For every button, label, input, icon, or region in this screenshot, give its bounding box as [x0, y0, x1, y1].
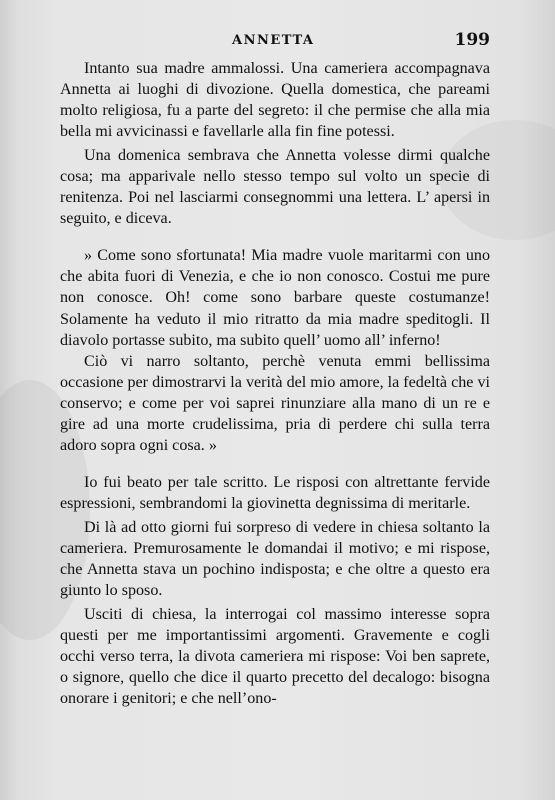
page-number: 199	[454, 30, 490, 50]
page-header	[60, 30, 490, 52]
paragraph: Io fui beato per tale scritto. Le risposi con altrettante fervide espressioni, sembrandomi la giovinetta degnissima di meritarle.	[60, 473, 490, 512]
paragraph: Intanto sua madre ammalossi. Una cameriera accompagnava Annetta ai luoghi di divozione. Quella domestica, che pareami molto religiosa, fu a parte del segreto: il che permise che alla mia bella mi avvicinassi e favellarle alla fin fine potessi.	[60, 60, 490, 141]
running-title: ANNETTA	[232, 33, 315, 48]
quoted-letter-paragraph: Ciò vi narro soltanto, perchè venuta emmi bellissima occasione per dimostrarvi la verità del mio amore, la fedeltà che vi conservo; e come per voi saprei rinunziare alla mano di un re e gire ad una morte crudelissima, pria di perdere chi sulla terra adoro sopra ogni cosa. »	[60, 352, 490, 454]
paragraph: Usciti di chiesa, la interrogai col massimo interesse sopra questi per me importantissimi argomenti. Gravemente e cogli occhi verso terra, la divota cameriera mi rispose: Voi ben saprete, o signore, quello che dice il quarto precetto del decalogo: bisogna onorare i genitori; e che nell’ono-	[60, 606, 490, 708]
page-text	[60, 58, 490, 709]
paragraph: Di là ad otto giorni fui sorpreso di vedere in chiesa soltanto la cameriera. Premurosamente le domandai il motivo; e mi rispose, che Annetta stava un pochino indisposta; e che oltre a questo era giunto lo sposo.	[60, 518, 490, 600]
paragraph: Una domenica sembrava che Annetta volesse dirmi qualche cosa; ma apparivale nello stesso tempo sul volto un specie di renitenza. Poi nel lasciarmi consegnommi una lettera. L’ apersi in seguito, e diceva.	[60, 147, 490, 228]
quoted-letter-paragraph: » Come sono sfortunata! Mia madre vuole maritarmi con uno che abita fuori di Venezia, e che io non conosco. Costui me pure non conosce. Oh! come sono barbare queste costumanze! Solamente ha veduto il mio ritratto da mia madre speditogli. Il diavolo portasse subito, ma subito quell’ uomo all’ inferno!	[60, 247, 490, 349]
